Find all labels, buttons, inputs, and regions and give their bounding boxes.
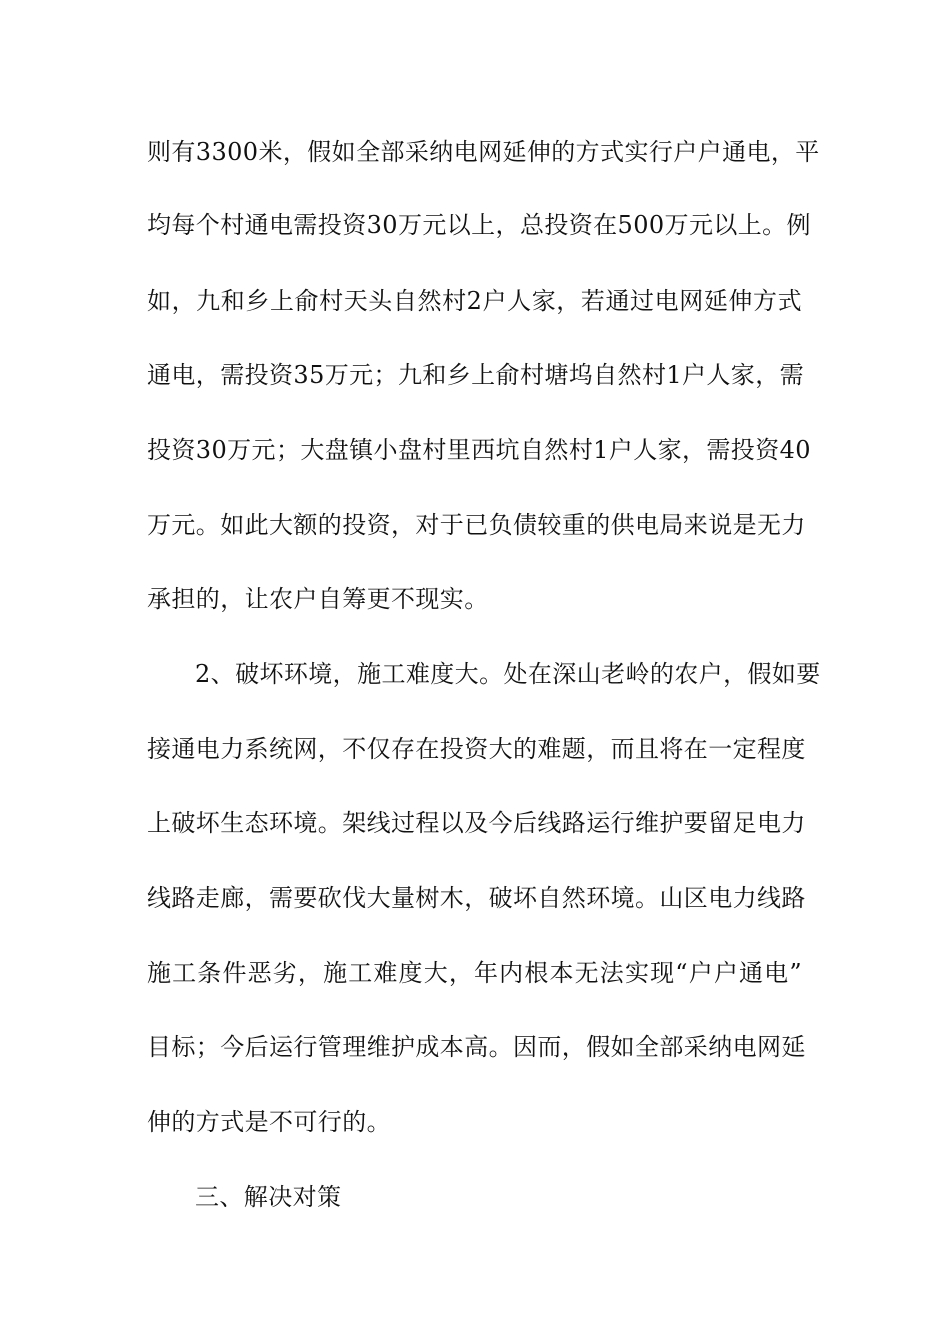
text-line: 均每个村通电需投资30万元以上，总投资在500万元以上。例 (147, 211, 811, 239)
text-line: 如，九和乡上俞村天头自然村2户人家，若通过电网延伸方式 (147, 287, 802, 315)
text-line: 承担的，让农户自筹更不现实。 (147, 585, 489, 613)
text-line: 接通电力系统网，不仅存在投资大的难题，而且将在一定程度 (147, 735, 806, 763)
text-line: 万元。如此大额的投资，对于已负债较重的供电局来说是无力 (147, 511, 806, 539)
text-line: 目标；今后运行管理维护成本高。因而，假如全部采纳电网延 (147, 1033, 806, 1061)
paragraph-start: 2、破坏环境，施工难度大。处在深山老岭的农户，假如要 (195, 660, 821, 688)
text-line: 施工条件恶劣，施工难度大，年内根本无法实现“户户通电” (147, 959, 802, 987)
text-line: 则有3300米，假如全部采纳电网延伸的方式实行户户通电，平 (147, 138, 820, 166)
text-line: 伸的方式是不可行的。 (147, 1108, 391, 1136)
text-line: 上破坏生态环境。架线过程以及今后线路运行维护要留足电力 (147, 809, 806, 837)
text-line: 通电，需投资35万元；九和乡上俞村塘坞自然村1户人家，需 (147, 361, 805, 389)
text-line: 投资30万元；大盘镇小盘村里西坑自然村1户人家，需投资40 (147, 436, 811, 464)
section-heading: 三、解决对策 (195, 1183, 342, 1211)
text-line: 线路走廊，需要砍伐大量树木，破坏自然环境。山区电力线路 (147, 884, 806, 912)
